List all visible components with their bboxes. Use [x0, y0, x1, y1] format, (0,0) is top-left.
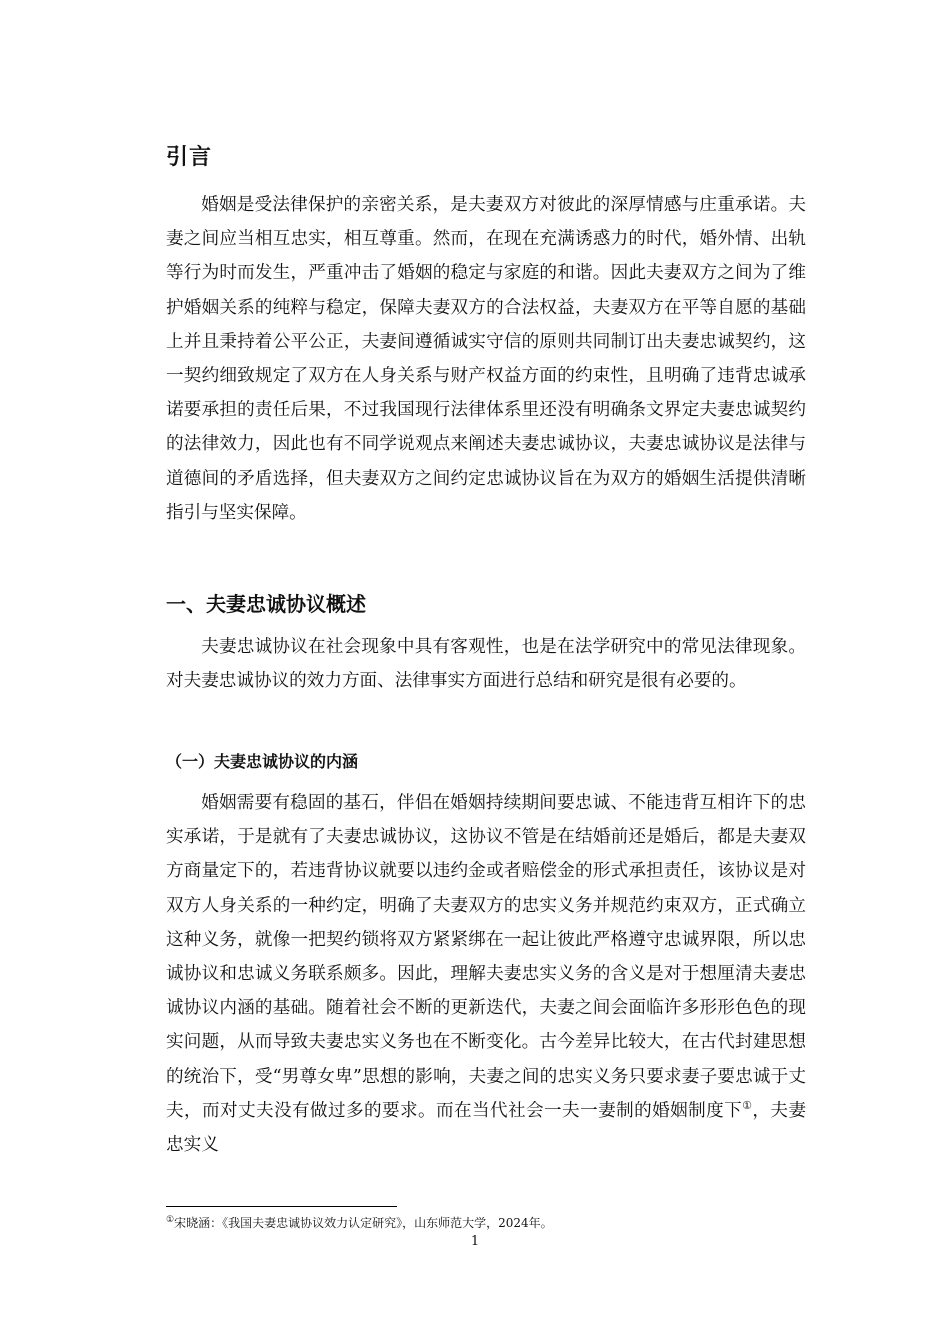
subsection-paragraph-text: 婚姻需要有稳固的基石，伴侣在婚姻持续期间要忠诚、不能违背互相许下的忠实承诺，于是就有了夫妻忠诚协议，这协议不管是在结婚前还是婚后，都是夫妻双方商量定下的，若违背协议就要以违约金或者赔偿金的形式承担责任，该协议是对双方人身关系的一种约定，明确了夫妻双方的忠实义务并规范约束双方，正式确立这种义务，就像一把契约锁将双方紧紧绑在一起让彼此严格遵守忠诚界限，所以忠诚协议和忠诚义务联系颇多。因此，理解夫妻忠实义务的含义是对于想厘清夫妻忠诚协议内涵的基础。随着社会不断的更新迭代，夫妻之间会面临许多形形色色的现实问题，从而导致夫妻忠实义务也在不断变化。古今差异比较大，在古代封建思想的统治下，受“男尊女卑”思想的影响，夫妻之间的忠实义务只要求妻子要忠诚于丈夫，而对丈夫没有做过多的要求。而在当代社会一夫一妻制的婚姻制度下	[166, 793, 806, 1121]
footnote-marker: ①	[166, 1215, 175, 1225]
section-heading: 一、夫妻忠诚协议概述	[166, 592, 366, 616]
intro-heading: 引言	[166, 145, 213, 170]
footnote-text: 宋晓涵：《我国夫妻忠诚协议效力认定研究》，山东师范大学，2024年。	[174, 1216, 553, 1230]
subsection-paragraph	[166, 786, 806, 1162]
footnote	[166, 1212, 553, 1231]
footnote-reference[interactable]: ①	[742, 1098, 753, 1112]
intro-paragraph: 婚姻是受法律保护的亲密关系，是夫妻双方对彼此的深厚情感与庄重承诺。夫妻之间应当相互忠实，相互尊重。然而，在现在充满诱惑力的时代，婚外情、出轨等行为时而发生，严重冲击了婚姻的稳定与家庭的和谐。因此夫妻双方之间为了维护婚姻关系的纯粹与稳定，保障夫妻双方的合法权益，夫妻双方在平等自愿的基础上并且秉持着公平公正，夫妻间遵循诚实守信的原则共同制订出夫妻忠诚契约，这一契约细致规定了双方在人身关系与财产权益方面的约束性，且明确了违背忠诚承诺要承担的责任后果，不过我国现行法律体系里还没有明确条文界定夫妻忠诚契约的法律效力，因此也有不同学说观点来阐述夫妻忠诚协议，夫妻忠诚协议是法律与道德间的矛盾选择，但夫妻双方之间约定忠诚协议旨在为双方的婚姻生活提供清晰指引与坚实保障。	[166, 195, 806, 523]
subsection-heading: （一）夫妻忠诚协议的内涵	[166, 752, 359, 771]
footnote-divider	[166, 1206, 397, 1207]
subsection-paragraph-tail: ，夫妻忠实义	[166, 1100, 806, 1156]
section-paragraph: 夫妻忠诚协议在社会现象中具有客观性，也是在法学研究中的常见法律现象。对夫妻忠诚协议的效力方面、法律事实方面进行总结和研究是很有必要的。	[166, 637, 806, 692]
page-number: 1	[470, 1234, 480, 1249]
